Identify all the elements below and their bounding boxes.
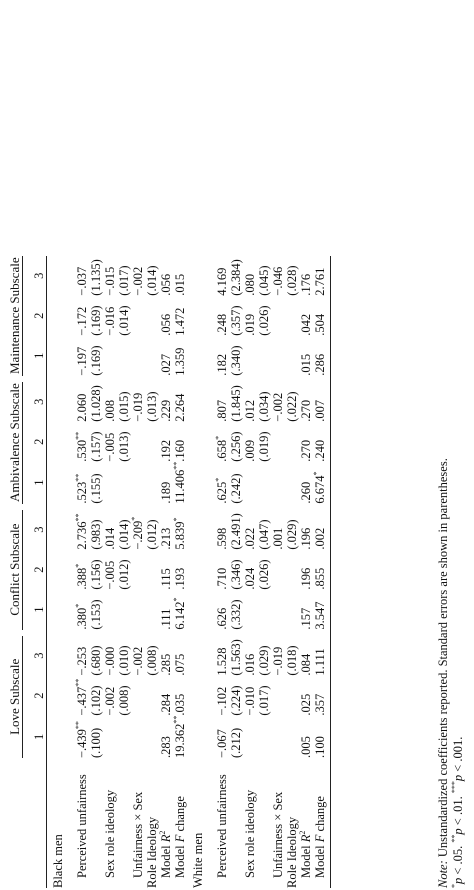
subscale-header-conflict: Conflict Subscale: [7, 523, 22, 616]
coefficient-cell: −.000: [103, 646, 117, 676]
column-gap: [145, 504, 159, 510]
coefficient-cell: .189: [159, 481, 173, 504]
row-label: Model F change: [173, 796, 187, 878]
column-gap: [285, 630, 299, 636]
table-row: [229, 256, 243, 888]
coefficient-cell: [285, 296, 299, 336]
coefficient-cell: (.156): [89, 559, 103, 590]
section-title-row: [187, 256, 205, 888]
coefficient-cell: −.002: [131, 646, 145, 676]
coefficient-cell: [131, 590, 145, 630]
column-gap: [103, 630, 117, 636]
coefficient-cell: .157: [299, 607, 313, 630]
coefficient-cell: (.029): [257, 645, 271, 676]
coefficient-cell: .380*: [74, 603, 89, 630]
coefficient-cell: (2.491): [229, 513, 243, 550]
coefficient-cell: 6.674*: [313, 462, 331, 504]
coefficient-cell: (1.845): [229, 385, 243, 422]
coefficient-cell: .284: [159, 693, 173, 716]
coefficient-cell: [131, 336, 145, 376]
coefficient-cell: .229: [159, 399, 173, 422]
coefficient-cell: −.015: [103, 266, 117, 296]
coefficient-cell: −.005: [103, 560, 117, 590]
table-row: [65, 256, 89, 888]
coefficient-cell: .005: [299, 736, 313, 758]
column-gap: [159, 504, 173, 510]
coefficient-cell: (.332): [229, 599, 243, 630]
column-gap: [243, 504, 257, 510]
coefficient-cell: (.224): [229, 685, 243, 716]
coefficient-cell: [271, 422, 285, 462]
coefficient-cell: 19.362**: [172, 715, 187, 758]
coefficient-cell: .182: [215, 353, 229, 376]
table-row: [313, 256, 331, 888]
row-label: Sex role ideology: [103, 789, 117, 878]
coefficient-cell: −.037: [75, 266, 89, 296]
coefficient-cell: .530**: [74, 431, 89, 462]
coefficient-cell: [103, 590, 117, 630]
column-gap: [117, 504, 131, 510]
column-gap: [271, 630, 285, 636]
coefficient-cell: (.015): [117, 391, 131, 422]
coefficient-cell: (.256): [229, 431, 243, 462]
coefficient-cell: [131, 716, 145, 758]
coefficient-cell: [271, 550, 285, 590]
coefficient-cell: (.983): [89, 519, 103, 550]
coefficient-cell: .270: [299, 399, 313, 422]
model-number: 1: [24, 716, 47, 758]
coefficient-cell: .855: [313, 550, 331, 590]
coefficient-cell: (.013): [145, 391, 159, 422]
column-gap: [159, 630, 173, 636]
regression-table: [0, 256, 331, 888]
coefficient-cell: (.017): [117, 265, 131, 296]
section-title-row: [47, 256, 66, 888]
column-gap: [243, 376, 257, 382]
column-gap: [65, 376, 89, 382]
row-label: Model $R^2$: [298, 830, 313, 878]
model-number: 2: [24, 676, 47, 716]
table-body: [47, 256, 331, 888]
column-gap: [229, 630, 243, 636]
subscale-header-love: Love Subscale: [7, 658, 22, 735]
table-row: [117, 256, 131, 888]
coefficient-cell: .598: [215, 527, 229, 550]
coefficient-cell: [271, 462, 285, 504]
model-number: 2: [24, 422, 47, 462]
column-gap: [299, 504, 313, 510]
coefficient-cell: −.197: [75, 346, 89, 376]
coefficient-cell: [131, 462, 145, 504]
row-label: [117, 758, 131, 888]
coefficient-cell: [117, 716, 131, 758]
table-row: [131, 256, 145, 888]
coefficient-cell: [117, 590, 131, 630]
coefficient-cell: (.169): [89, 345, 103, 376]
coefficient-cell: .523**: [74, 473, 89, 504]
column-gap: [89, 376, 103, 382]
coefficient-cell: (.022): [285, 391, 299, 422]
subscale-header-ambivalence: Ambivalence Subscale: [7, 383, 22, 503]
coefficient-cell: [103, 716, 117, 758]
column-gap: [257, 376, 271, 382]
column-gap: [65, 504, 89, 510]
coefficient-cell: [145, 296, 159, 336]
column-gap: [103, 376, 117, 382]
coefficient-cell: .002: [313, 510, 331, 550]
coefficient-cell: .025: [299, 693, 313, 716]
subscale-header-row: [0, 256, 23, 888]
row-label: Sex role ideology: [243, 789, 257, 878]
model-number-row: [24, 256, 47, 888]
coefficient-cell: 1.528: [215, 647, 229, 676]
coefficient-cell: .015: [299, 353, 313, 376]
row-label: Role Ideology: [145, 816, 159, 888]
coefficient-cell: [243, 336, 257, 376]
model-number: 2: [24, 550, 47, 590]
coefficient-cell: (1.135): [89, 259, 103, 296]
row-label: Unfairness × Sex: [131, 791, 145, 878]
coefficient-cell: (.102): [89, 685, 103, 716]
coefficient-cell: −.172: [75, 306, 89, 336]
coefficient-cell: .075: [173, 653, 187, 676]
coefficient-cell: [257, 462, 271, 504]
section-title: White men: [191, 832, 205, 888]
coefficient-cell: .710: [215, 567, 229, 590]
coefficient-cell: [145, 550, 159, 590]
coefficient-cell: .504: [313, 296, 331, 336]
coefficient-cell: −.102: [215, 686, 229, 716]
coefficient-cell: [103, 462, 117, 504]
coefficient-cell: (.008): [117, 685, 131, 716]
row-label: Perceived unfairness: [75, 774, 89, 878]
column-gap: [173, 630, 187, 636]
column-gap: [271, 504, 285, 510]
column-gap: [229, 376, 243, 382]
coefficient-cell: .027: [159, 353, 173, 376]
note-text: Note: Unstandardized coefficients reported. Standard errors are shown in parentheses.: [436, 458, 450, 888]
coefficient-cell: [145, 590, 159, 630]
coefficient-cell: −.046: [271, 266, 285, 296]
coefficient-cell: .357: [313, 676, 331, 716]
coefficient-cell: .001: [271, 527, 285, 550]
coefficient-cell: (.242): [229, 473, 243, 504]
column-gap: [271, 376, 285, 382]
coefficient-cell: (.019): [257, 431, 271, 462]
coefficient-cell: (.346): [229, 559, 243, 590]
coefficient-cell: [285, 550, 299, 590]
coefficient-cell: (2.384): [229, 259, 243, 296]
coefficient-cell: (.014): [117, 519, 131, 550]
coefficient-cell: 2.264: [173, 393, 187, 422]
column-gap: [285, 376, 299, 382]
row-label: Role Ideology: [285, 816, 299, 888]
column-gap: [257, 504, 271, 510]
column-gap: [313, 376, 331, 382]
coefficient-cell: (.100): [89, 727, 103, 758]
column-gap: [313, 504, 331, 510]
coefficient-cell: (.017): [257, 685, 271, 716]
coefficient-cell: [285, 716, 299, 758]
coefficient-cell: [285, 422, 299, 462]
coefficient-cell: .283: [159, 736, 173, 758]
coefficient-cell: −.002: [271, 392, 285, 422]
model-number: 3: [24, 256, 47, 296]
column-gap: [243, 630, 257, 636]
coefficient-cell: (.045): [257, 265, 271, 296]
coefficient-cell: [145, 676, 159, 716]
coefficient-cell: (1.563): [229, 639, 243, 676]
coefficient-cell: .016: [243, 653, 257, 676]
column-gap: [131, 376, 145, 382]
coefficient-cell: [257, 590, 271, 630]
coefficient-cell: [131, 550, 145, 590]
coefficient-cell: (.013): [117, 431, 131, 462]
coefficient-cell: 2.060: [75, 393, 89, 422]
coefficient-cell: [271, 296, 285, 336]
coefficient-cell: [145, 422, 159, 462]
column-gap: [285, 504, 299, 510]
column-gap: [145, 630, 159, 636]
coefficient-cell: (.340): [229, 345, 243, 376]
coefficient-cell: .626: [215, 607, 229, 630]
coefficient-cell: (.014): [145, 265, 159, 296]
table-row: [89, 256, 103, 888]
coefficient-cell: .008: [103, 399, 117, 422]
coefficient-cell: .240: [313, 422, 331, 462]
significance-legend: *p < .05. **p < .01. ***p < .001.: [450, 736, 465, 888]
column-gap: [89, 630, 103, 636]
coefficient-cell: (.169): [89, 305, 103, 336]
column-gap: [299, 630, 313, 636]
coefficient-cell: .286: [313, 336, 331, 376]
coefficient-cell: −.019: [271, 646, 285, 676]
coefficient-cell: −.002: [131, 266, 145, 296]
column-gap: [173, 504, 187, 510]
table-row: [205, 256, 229, 888]
coefficient-cell: −.005: [103, 432, 117, 462]
coefficient-cell: .658*: [214, 435, 229, 462]
column-gap: [313, 630, 331, 636]
coefficient-cell: .111: [159, 608, 173, 630]
model-number: 1: [24, 336, 47, 376]
coefficient-cell: .007: [313, 382, 331, 422]
coefficient-cell: .035: [173, 693, 187, 716]
coefficient-cell: .012: [243, 399, 257, 422]
coefficient-cell: −.002: [103, 686, 117, 716]
coefficient-cell: .056: [159, 313, 173, 336]
coefficient-cell: .115: [159, 568, 173, 590]
coefficient-cell: 6.142*: [172, 597, 187, 630]
coefficient-cell: (.155): [89, 473, 103, 504]
coefficient-cell: −.437**: [74, 678, 89, 716]
coefficient-cell: (.680): [89, 645, 103, 676]
column-gap: [229, 504, 243, 510]
coefficient-cell: .080: [243, 273, 257, 296]
table-row: [173, 256, 187, 888]
coefficient-cell: [285, 462, 299, 504]
coefficient-cell: [271, 676, 285, 716]
row-label: Model F change: [313, 758, 331, 888]
coefficient-cell: (.028): [285, 265, 299, 296]
coefficient-cell: [257, 336, 271, 376]
coefficient-cell: .388*: [74, 563, 89, 590]
coefficient-cell: [271, 336, 285, 376]
coefficient-cell: .014: [103, 527, 117, 550]
table-row: [159, 256, 173, 888]
column-gap: [205, 630, 229, 636]
coefficient-cell: .270: [299, 439, 313, 462]
coefficient-cell: [285, 676, 299, 716]
coefficient-cell: (.157): [89, 431, 103, 462]
coefficient-cell: [243, 716, 257, 758]
coefficient-cell: [103, 336, 117, 376]
column-gap: [103, 504, 117, 510]
coefficient-cell: .015: [173, 273, 187, 296]
row-label: Perceived unfairness: [215, 774, 229, 878]
coefficient-cell: [117, 462, 131, 504]
coefficient-cell: .019: [243, 313, 257, 336]
table-row: [103, 256, 117, 888]
coefficient-cell: .193: [173, 567, 187, 590]
column-gap: [65, 630, 89, 636]
coefficient-cell: 5.839*: [172, 517, 187, 550]
row-label: Model $R^2$: [158, 830, 173, 878]
coefficient-cell: .100: [313, 716, 331, 758]
table-row: [271, 256, 285, 888]
coefficient-cell: .625*: [214, 477, 229, 504]
coefficient-cell: (.010): [117, 645, 131, 676]
coefficient-cell: −.439**: [74, 721, 89, 758]
table-row: [145, 256, 159, 888]
coefficient-cell: .084: [299, 653, 313, 676]
coefficient-cell: [285, 590, 299, 630]
coefficient-cell: .024: [243, 567, 257, 590]
row-label: [89, 758, 103, 888]
coefficient-cell: [131, 676, 145, 716]
model-number: 3: [24, 510, 47, 550]
subscale-header-maintenance: Maintenance Subscale: [7, 257, 22, 374]
coefficient-cell: (.153): [89, 599, 103, 630]
column-gap: [131, 504, 145, 510]
model-number: 2: [24, 296, 47, 336]
model-number: 1: [24, 590, 47, 630]
coefficient-cell: .260: [299, 481, 313, 504]
column-gap: [205, 376, 229, 382]
coefficient-cell: [285, 336, 299, 376]
coefficient-cell: −.016: [103, 306, 117, 336]
coefficient-cell: .056: [159, 273, 173, 296]
coefficient-cell: .807: [215, 399, 229, 422]
coefficient-cell: −.067: [215, 729, 229, 758]
coefficient-cell: .248: [215, 313, 229, 336]
coefficient-cell: [271, 716, 285, 758]
coefficient-cell: 1.359: [173, 347, 187, 376]
table-notes: [436, 458, 466, 888]
column-gap: [173, 376, 187, 382]
coefficient-cell: (.034): [257, 391, 271, 422]
coefficient-cell: 11.406**: [172, 461, 187, 504]
coefficient-cell: [257, 716, 271, 758]
coefficient-cell: 1.111: [313, 636, 331, 676]
column-gap: [299, 376, 313, 382]
coefficient-cell: −.010: [243, 686, 257, 716]
model-number: 3: [24, 382, 47, 422]
column-gap: [117, 376, 131, 382]
coefficient-cell: (.357): [229, 305, 243, 336]
coefficient-cell: (.008): [145, 645, 159, 676]
column-gap: [89, 504, 103, 510]
model-number: 1: [24, 462, 47, 504]
row-label: [257, 758, 271, 888]
coefficient-cell: .192: [159, 439, 173, 462]
coefficient-cell: .042: [299, 313, 313, 336]
coefficient-cell: 1.472: [173, 307, 187, 336]
column-gap: [131, 630, 145, 636]
coefficient-cell: [131, 422, 145, 462]
coefficient-cell: [145, 336, 159, 376]
coefficient-cell: .213: [159, 527, 173, 550]
coefficient-cell: (.047): [257, 519, 271, 550]
column-gap: [159, 376, 173, 382]
coefficient-cell: 2.736**: [74, 513, 89, 550]
coefficient-cell: .176: [299, 273, 313, 296]
coefficient-cell: 2.761: [313, 256, 331, 296]
coefficient-cell: .022: [243, 527, 257, 550]
coefficient-cell: −.019: [131, 392, 145, 422]
coefficient-cell: (.026): [257, 305, 271, 336]
coefficient-cell: [131, 296, 145, 336]
table-row: [257, 256, 271, 888]
coefficient-cell: [145, 716, 159, 758]
column-gap: [117, 630, 131, 636]
coefficient-cell: 4.169: [215, 267, 229, 296]
coefficient-cell: (.014): [117, 305, 131, 336]
coefficient-cell: [117, 336, 131, 376]
coefficient-cell: .285: [159, 653, 173, 676]
coefficient-cell: [271, 590, 285, 630]
table-row: [299, 256, 313, 888]
coefficient-cell: −.209*: [130, 516, 145, 550]
coefficient-cell: .009: [243, 439, 257, 462]
row-label: Unfairness × Sex: [271, 791, 285, 878]
coefficient-cell: (.018): [285, 645, 299, 676]
column-gap: [205, 504, 229, 510]
coefficient-cell: [145, 462, 159, 504]
coefficient-cell: [243, 590, 257, 630]
table-row: [285, 256, 299, 888]
coefficient-cell: .196: [299, 567, 313, 590]
coefficient-cell: (.012): [145, 519, 159, 550]
coefficient-cell: 3.547: [313, 590, 331, 630]
coefficient-cell: (.212): [229, 727, 243, 758]
coefficient-cell: .160: [173, 439, 187, 462]
coefficient-cell: (.012): [117, 559, 131, 590]
row-label: [229, 758, 243, 888]
coefficient-cell: (.026): [257, 559, 271, 590]
column-gap: [145, 376, 159, 382]
coefficient-cell: (.029): [285, 519, 299, 550]
section-title: Black men: [51, 834, 65, 888]
coefficient-cell: −.253: [75, 646, 89, 676]
table-row: [243, 256, 257, 888]
coefficient-cell: .196: [299, 527, 313, 550]
coefficient-cell: [243, 462, 257, 504]
coefficient-cell: (1.028): [89, 385, 103, 422]
model-number: 3: [24, 636, 47, 676]
column-gap: [257, 630, 271, 636]
